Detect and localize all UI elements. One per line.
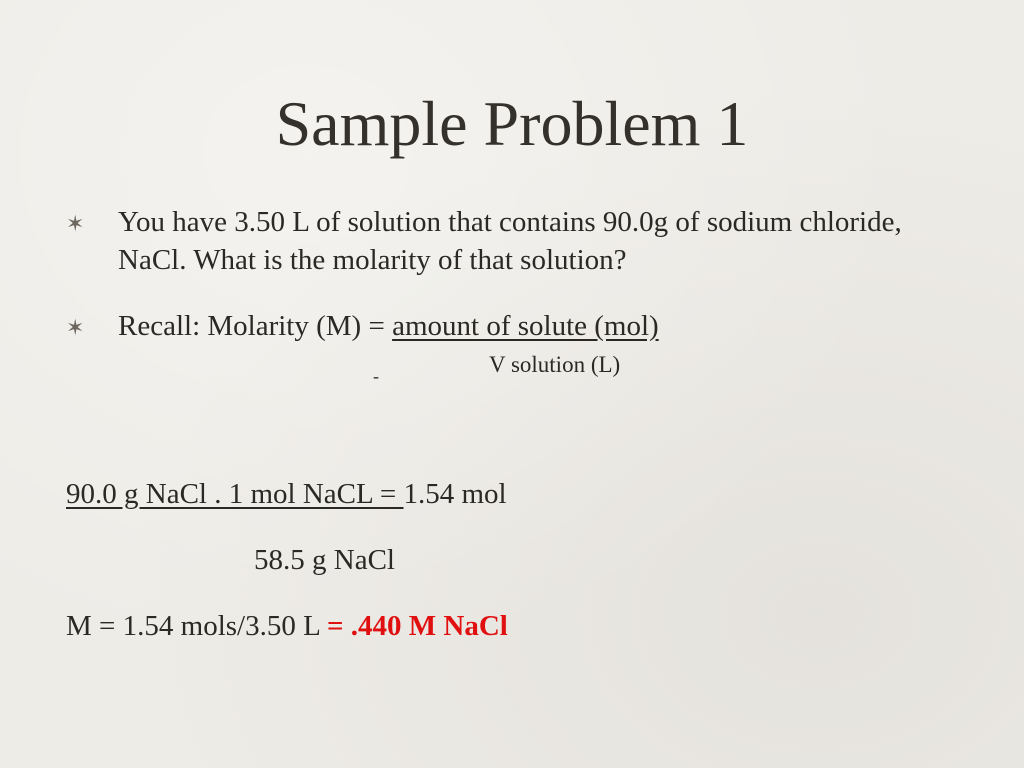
bullet-problem	[66, 203, 946, 283]
work-line-3	[66, 607, 508, 645]
conversion-underlined: 90.0 g NaCl . 1 mol NaCL =	[66, 478, 404, 510]
molarity-calc: M = 1.54 mols/3.50 L	[66, 610, 327, 642]
molarity-numerator: amount of solute (mol)	[392, 310, 659, 342]
work-line-2: 58.5 g NaCl	[254, 544, 395, 576]
star-icon: ✶	[66, 211, 85, 236]
work-line-1	[66, 475, 507, 513]
recall-prefix: Recall: Molarity (M) =	[118, 310, 393, 342]
bullet-recall	[66, 307, 946, 347]
conversion-result: 1.54 mol	[403, 478, 507, 510]
star-icon: ✶	[66, 315, 85, 340]
bullet-problem-text: You have 3.50 L of solution that contains 90.0g of sodium chloride, NaCl. What is the molarity of that solution?	[118, 206, 902, 276]
bullet-recall-text	[118, 307, 938, 345]
dash-mark: -	[373, 366, 379, 386]
slide-title: Sample Problem 1	[275, 88, 749, 159]
final-answer: = .440 M NaCl	[327, 610, 508, 642]
molarity-denominator: V solution (L)	[489, 352, 621, 377]
